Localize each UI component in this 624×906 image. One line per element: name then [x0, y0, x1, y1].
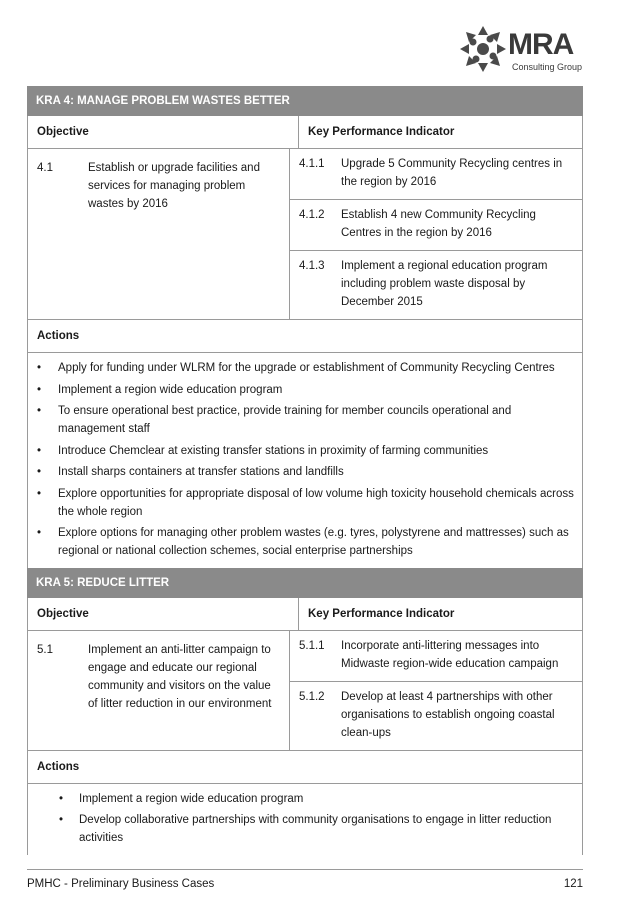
- kpi-text: Establish 4 new Community Recycling Centres in the region by 2016: [341, 209, 536, 239]
- kpi-text: Implement a regional education program including problem waste disposal by December 2015: [341, 260, 548, 308]
- kra5-actions-list: [27, 784, 583, 855]
- action-item: • Install sharps containers at transfer stations and landfills: [28, 463, 582, 481]
- kra5-objective: [28, 631, 289, 750]
- kra5-objective-row: [27, 631, 583, 751]
- action-item: • Explore options for managing other problem wastes (e.g. tyres, polystyrene and mattresses) such as regional or national collection schemes, social enterprise partnerships: [28, 524, 582, 560]
- objective-number: 4.1: [37, 162, 53, 174]
- kra4-objective-row: [27, 149, 583, 320]
- objective-header: Objective: [37, 607, 89, 620]
- objective-text: Implement an anti-litter campaign to engage and educate our regional community and visitors on the value of litter reduction in our environment: [88, 643, 272, 710]
- kpi-text: Upgrade 5 Community Recycling centres in the region by 2016: [341, 158, 563, 188]
- page-footer: [27, 869, 583, 890]
- kra5-actions-header: Actions: [27, 751, 583, 784]
- logo-mark-icon: [456, 22, 510, 76]
- page-number: 121: [563, 878, 583, 890]
- objective-header: Objective: [37, 126, 89, 138]
- kra4-kpi-list: [289, 149, 582, 319]
- action-item: • Develop collaborative partnerships with community organisations to engage in litter reduction activities: [28, 811, 582, 847]
- kra5-header: KRA 5: REDUCE LITTER: [27, 568, 583, 598]
- objective-text: Establish or upgrade facilities and services for managing problem wastes by 2016: [88, 162, 260, 210]
- logo-name: MRA: [508, 28, 574, 61]
- kpi-row: [290, 682, 582, 750]
- kpi-header: Key Performance Indicator: [298, 598, 582, 630]
- kra4-column-headers: [27, 116, 583, 149]
- footer-title: PMHC - Preliminary Business Cases: [27, 878, 215, 890]
- action-item: • Introduce Chemclear at existing transfer stations in proximity of farming communities: [28, 442, 582, 460]
- document-body: [27, 86, 583, 855]
- logo-subtitle: Consulting Group: [512, 62, 583, 72]
- kpi-row: [290, 251, 582, 319]
- kra4-actions-header: Actions: [27, 320, 583, 353]
- action-item: • Implement a region wide education program: [28, 790, 582, 808]
- kra5-kpi-list: [289, 631, 582, 750]
- kpi-header: Key Performance Indicator: [298, 116, 582, 148]
- kra4-header: KRA 4: MANAGE PROBLEM WASTES BETTER: [27, 86, 583, 116]
- kra4-actions-list: [27, 353, 583, 568]
- kpi-number: 4.1.3: [299, 260, 325, 272]
- kpi-number: 4.1.1: [299, 158, 325, 170]
- kra5-column-headers: [27, 598, 583, 631]
- kra4-objective: [28, 149, 289, 319]
- kpi-number: 4.1.2: [299, 209, 325, 221]
- objective-number: 5.1: [37, 643, 53, 656]
- mra-logo: [456, 22, 596, 76]
- action-item: • Implement a region wide education program: [28, 381, 582, 399]
- kpi-text: Incorporate anti-littering messages into Midwaste region-wide education campaign: [341, 639, 559, 670]
- action-item: • Apply for funding under WLRM for the upgrade or establishment of Community Recycling Centres: [28, 359, 582, 377]
- kpi-number: 5.1.1: [299, 639, 325, 652]
- action-item: • To ensure operational best practice, provide training for member councils operational and management staff: [28, 402, 582, 438]
- kpi-row: [290, 149, 582, 200]
- kpi-number: 5.1.2: [299, 690, 325, 703]
- kpi-row: [290, 200, 582, 251]
- kpi-row: [290, 631, 582, 682]
- action-item: • Explore opportunities for appropriate disposal of low volume high toxicity household chemicals across the whole region: [28, 485, 582, 521]
- kpi-text: Develop at least 4 partnerships with other organisations to establish ongoing coastal clean-ups: [341, 690, 555, 739]
